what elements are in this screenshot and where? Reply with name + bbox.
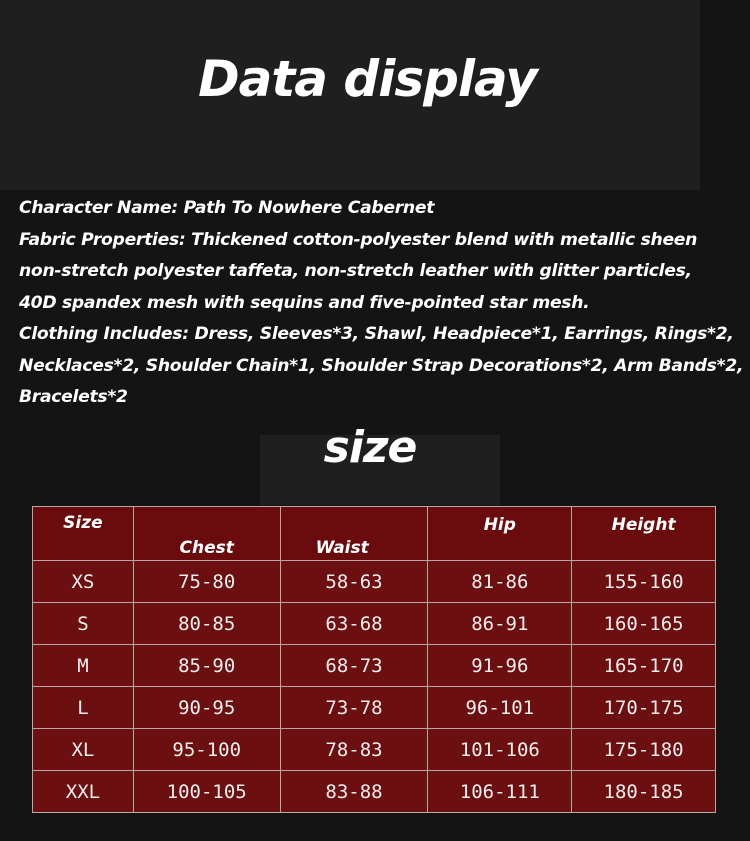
cell-chest: 75-80 bbox=[133, 561, 280, 603]
cell-chest: 85-90 bbox=[133, 645, 280, 687]
cell-waist: 73-78 bbox=[280, 687, 428, 729]
page-title: Data display bbox=[198, 50, 537, 108]
description-line: Necklaces*2, Shoulder Chain*1, Shoulder Strap Decorations*2, Arm Bands*2, bbox=[19, 355, 744, 376]
cell-waist: 63-68 bbox=[280, 603, 428, 645]
column-header-size: Size bbox=[33, 507, 134, 561]
cell-hip: 106-111 bbox=[428, 771, 572, 813]
cell-height: 175-180 bbox=[572, 729, 716, 771]
cell-height: 180-185 bbox=[572, 771, 716, 813]
cell-size: S bbox=[33, 603, 134, 645]
description-line: Character Name: Path To Nowhere Cabernet bbox=[19, 198, 435, 218]
cell-hip: 96-101 bbox=[428, 687, 572, 729]
table-row bbox=[33, 561, 716, 603]
cell-hip: 91-96 bbox=[428, 645, 572, 687]
description-line: non-stretch polyester taffeta, non-stretch leather with glitter particles, bbox=[19, 261, 692, 281]
table-row bbox=[33, 645, 716, 687]
table-row bbox=[33, 729, 716, 771]
description-line: Fabric Properties: Thickened cotton-polyester blend with metallic sheen bbox=[19, 229, 698, 250]
column-header-waist: Waist bbox=[280, 507, 428, 561]
cell-waist: 83-88 bbox=[280, 771, 428, 813]
cell-hip: 81-86 bbox=[428, 561, 572, 603]
size-section-title: size bbox=[323, 422, 417, 473]
product-description bbox=[19, 193, 744, 414]
column-header-hip: Hip bbox=[428, 507, 572, 561]
table-row bbox=[33, 603, 716, 645]
cell-height: 165-170 bbox=[572, 645, 716, 687]
cell-chest: 90-95 bbox=[133, 687, 280, 729]
table-row bbox=[33, 771, 716, 813]
cell-chest: 80-85 bbox=[133, 603, 280, 645]
description-line: Clothing Includes: Dress, Sleeves*3, Shawl, Headpiece*1, Earrings, Rings*2, bbox=[19, 324, 734, 344]
cell-hip: 101-106 bbox=[428, 729, 572, 771]
cell-size: L bbox=[33, 687, 134, 729]
cell-height: 155-160 bbox=[572, 561, 716, 603]
cell-waist: 68-73 bbox=[280, 645, 428, 687]
size-chart-table bbox=[32, 506, 716, 813]
cell-size: XXL bbox=[33, 771, 134, 813]
description-line: 40D spandex mesh with sequins and five-pointed star mesh. bbox=[19, 292, 590, 313]
table-header-row bbox=[33, 507, 716, 561]
cell-size: XL bbox=[33, 729, 134, 771]
cell-waist: 58-63 bbox=[280, 561, 428, 603]
cell-waist: 78-83 bbox=[280, 729, 428, 771]
column-header-height: Height bbox=[572, 507, 716, 561]
cell-height: 160-165 bbox=[572, 603, 716, 645]
column-header-chest: Chest bbox=[133, 507, 280, 561]
cell-chest: 100-105 bbox=[133, 771, 280, 813]
cell-size: XS bbox=[33, 561, 134, 603]
table-row bbox=[33, 687, 716, 729]
cell-size: M bbox=[33, 645, 134, 687]
cell-height: 170-175 bbox=[572, 687, 716, 729]
cell-chest: 95-100 bbox=[133, 729, 280, 771]
description-line: Bracelets*2 bbox=[19, 387, 128, 407]
cell-hip: 86-91 bbox=[428, 603, 572, 645]
